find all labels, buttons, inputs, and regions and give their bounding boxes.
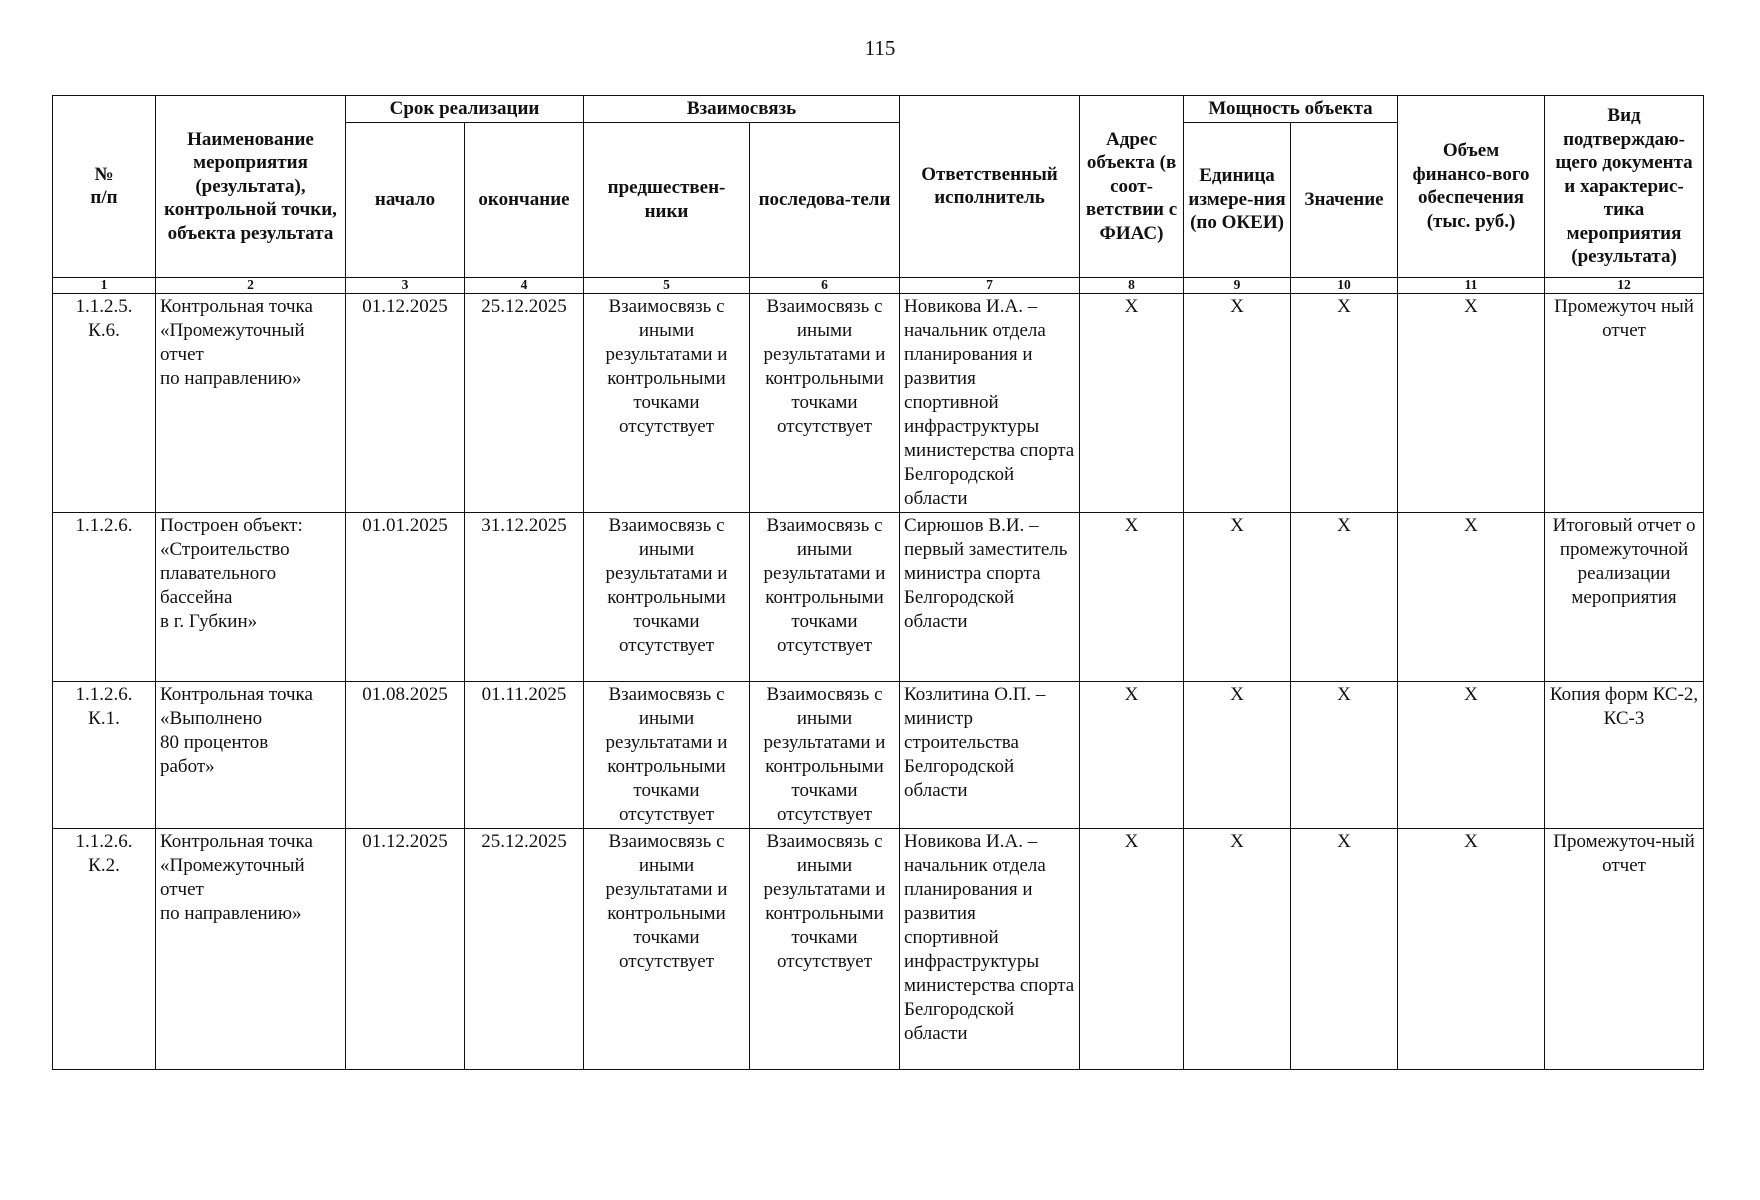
- column-number: 5: [584, 277, 750, 293]
- row-name: Контрольная точка «Промежуточный отчет по направлению»: [156, 293, 346, 512]
- row-doc: Промежуточ-ный отчет: [1545, 828, 1704, 1069]
- header-predecessors: предшествен-ники: [584, 122, 750, 277]
- header-name: Наименование мероприятия (результата), контрольной точки, объекта результата: [156, 96, 346, 278]
- activities-table: [52, 95, 1704, 1070]
- row-successors: Взаимосвязь с иными результатами и контрольными точками отсутствует: [750, 293, 900, 512]
- row-end: 25.12.2025: [465, 828, 584, 1069]
- row-start: 01.12.2025: [346, 293, 465, 512]
- row-executor: Новикова И.А. – начальник отдела планирования и развития спортивной инфраструктуры министерства спорта Белгородской области: [900, 828, 1080, 1069]
- header-row-1: [53, 96, 1704, 123]
- row-executor: Козлитина О.П. – министр строительства Белгородской области: [900, 681, 1080, 828]
- header-start: начало: [346, 122, 465, 277]
- row-executor: Сирюшов В.И. – первый заместитель министра спорта Белгородской области: [900, 512, 1080, 681]
- row-unit: Х: [1184, 828, 1291, 1069]
- row-num: 1.1.2.5. К.6.: [53, 293, 156, 512]
- table-row: [53, 828, 1704, 1069]
- row-value: Х: [1291, 293, 1398, 512]
- column-number: 9: [1184, 277, 1291, 293]
- column-number: 4: [465, 277, 584, 293]
- row-num: 1.1.2.6.: [53, 512, 156, 681]
- row-value: Х: [1291, 828, 1398, 1069]
- row-finance: Х: [1398, 293, 1545, 512]
- row-end: 01.11.2025: [465, 681, 584, 828]
- header-doc-type: Вид подтверждаю-щего документа и характерис-тика мероприятия (результата): [1545, 96, 1704, 278]
- row-successors: Взаимосвязь с иными результатами и контрольными точками отсутствует: [750, 681, 900, 828]
- row-num: 1.1.2.6. К.1.: [53, 681, 156, 828]
- column-number: 6: [750, 277, 900, 293]
- column-number: 1: [53, 277, 156, 293]
- row-start: 01.01.2025: [346, 512, 465, 681]
- header-executor: Ответственный исполнитель: [900, 96, 1080, 278]
- row-num: 1.1.2.6. К.2.: [53, 828, 156, 1069]
- page-number: 115: [864, 36, 896, 60]
- row-value: Х: [1291, 512, 1398, 681]
- row-name: Контрольная точка «Промежуточный отчет по направлению»: [156, 828, 346, 1069]
- row-start: 01.12.2025: [346, 828, 465, 1069]
- row-finance: Х: [1398, 828, 1545, 1069]
- row-unit: Х: [1184, 681, 1291, 828]
- header-successors: последова-тели: [750, 122, 900, 277]
- column-numbers-row: [53, 277, 1704, 293]
- row-address: Х: [1080, 293, 1184, 512]
- row-value: Х: [1291, 681, 1398, 828]
- row-predecessors: Взаимосвязь с иными результатами и контрольными точками отсутствует: [584, 828, 750, 1069]
- row-finance: Х: [1398, 681, 1545, 828]
- row-start: 01.08.2025: [346, 681, 465, 828]
- row-unit: Х: [1184, 293, 1291, 512]
- column-number: 2: [156, 277, 346, 293]
- header-num: № п/п: [53, 96, 156, 278]
- header-relation: Взаимосвязь: [584, 96, 900, 123]
- row-doc: Итоговый отчет о промежуточной реализации мероприятия: [1545, 512, 1704, 681]
- table-row: [53, 681, 1704, 828]
- row-executor: Новикова И.А. – начальник отдела планирования и развития спортивной инфраструктуры министерства спорта Белгородской области: [900, 293, 1080, 512]
- row-predecessors: Взаимосвязь с иными результатами и контрольными точками отсутствует: [584, 293, 750, 512]
- table-row: [53, 293, 1704, 512]
- column-number: 7: [900, 277, 1080, 293]
- row-successors: Взаимосвязь с иными результатами и контрольными точками отсутствует: [750, 828, 900, 1069]
- row-unit: Х: [1184, 512, 1291, 681]
- row-doc: Копия форм КС-2, КС-3: [1545, 681, 1704, 828]
- column-number: 10: [1291, 277, 1398, 293]
- column-number: 3: [346, 277, 465, 293]
- header-period: Срок реализации: [346, 96, 584, 123]
- header-capacity: Мощность объекта: [1184, 96, 1398, 123]
- header-address: Адрес объекта (в соот-ветствии с ФИАС): [1080, 96, 1184, 278]
- header-unit: Единица измере-ния (по ОКЕИ): [1184, 122, 1291, 277]
- row-address: Х: [1080, 828, 1184, 1069]
- column-number: 11: [1398, 277, 1545, 293]
- row-finance: Х: [1398, 512, 1545, 681]
- table-row: [53, 512, 1704, 681]
- row-name: Построен объект: «Строительство плавательного бассейна в г. Губкин»: [156, 512, 346, 681]
- row-successors: Взаимосвязь с иными результатами и контрольными точками отсутствует: [750, 512, 900, 681]
- header-end: окончание: [465, 122, 584, 277]
- header-value: Значение: [1291, 122, 1398, 277]
- column-number: 12: [1545, 277, 1704, 293]
- row-predecessors: Взаимосвязь с иными результатами и контрольными точками отсутствует: [584, 512, 750, 681]
- header-finance: Объем финансо-вого обеспечения (тыс. руб.): [1398, 96, 1545, 278]
- row-end: 31.12.2025: [465, 512, 584, 681]
- column-number: 8: [1080, 277, 1184, 293]
- row-doc: Промежуточ ный отчет: [1545, 293, 1704, 512]
- row-end: 25.12.2025: [465, 293, 584, 512]
- row-address: Х: [1080, 512, 1184, 681]
- row-address: Х: [1080, 681, 1184, 828]
- row-predecessors: Взаимосвязь с иными результатами и контрольными точками отсутствует: [584, 681, 750, 828]
- row-name: Контрольная точка «Выполнено 80 процентов работ»: [156, 681, 346, 828]
